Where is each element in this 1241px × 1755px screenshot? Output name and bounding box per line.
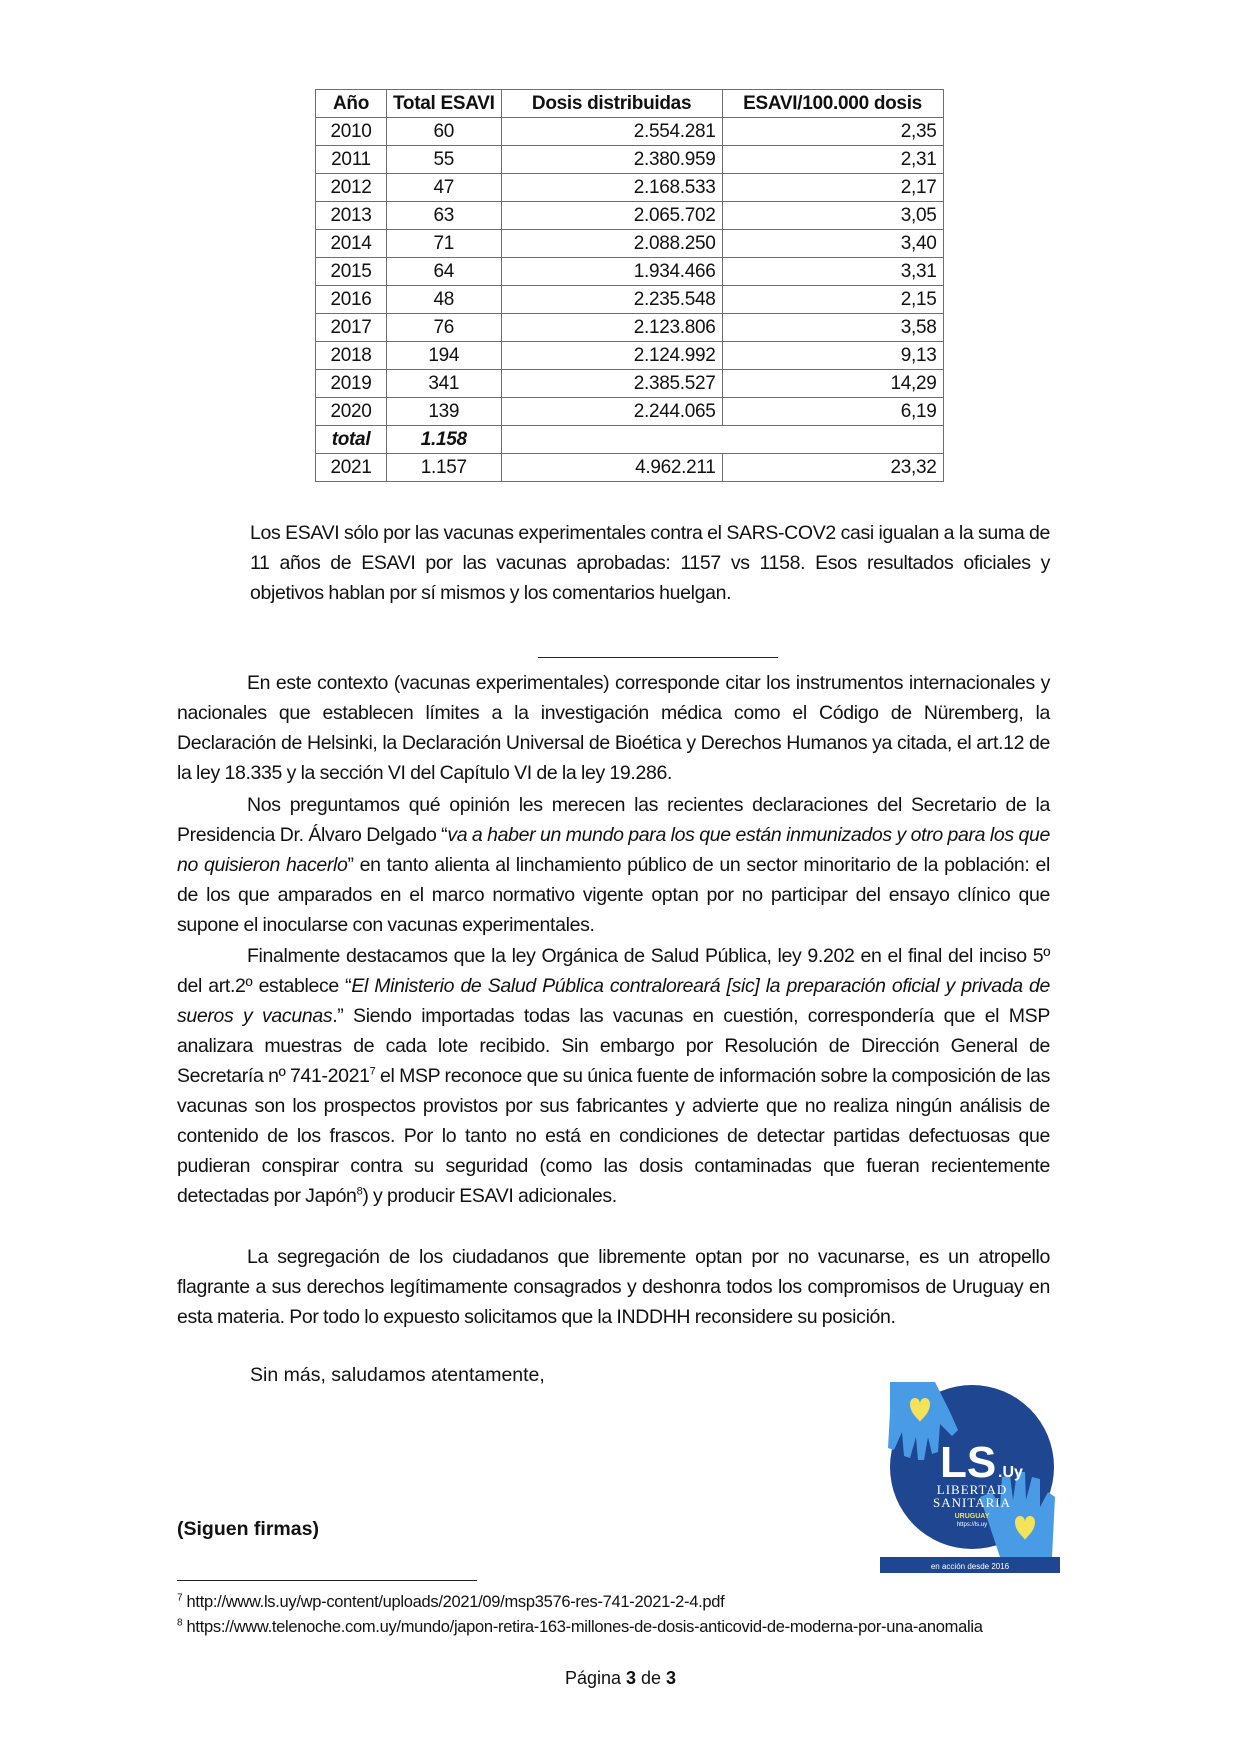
p4-text-a: Finalmente destacamos que la ley Orgánica de Salud Pública, ley 9.202 en el final del inciso 5º del art.2º establece “ xyxy=(177,945,1050,997)
p3-text-b: ” en tanto alienta al linchamiento público de un sector minoritario de la población: el de los que amparados en el marco normativo vigente optan por no participar del ensayo clínico que supone el inocularse con vacunas experimentales. xyxy=(177,854,1050,936)
cell-total: 139 xyxy=(387,398,502,426)
paragraph-instruments-text: En este contexto (vacunas experimentales) corresponde citar los instrumentos internacionales y nacionales que establecen límites a la investigación médica como el Código de Nüremberg, la Declaración de Helsinki, la Declaración Universal de Bioética y Derechos Humanos ya citada, el art.12 de la ley 18.335 y la sección VI del Capítulo VI de la ley 19.286. xyxy=(177,672,1050,784)
closing-salutation: Sin más, saludamos atentamente, xyxy=(250,1364,545,1386)
cell-total: 1.157 xyxy=(387,454,502,482)
table-row xyxy=(316,370,944,398)
cell-year: 2021 xyxy=(316,454,387,482)
cell-rate: 3,58 xyxy=(722,314,943,342)
cell-total: 194 xyxy=(387,342,502,370)
cell-dosis: 4.962.211 xyxy=(501,454,722,482)
cell-rate: 2,35 xyxy=(722,118,943,146)
p4-text-b: .” Siendo importadas todas las vacunas en cuestión, correspondería que el MSP analizara muestras de cada lote recibido. Sin embargo por Resolución de Dirección General de Secretaría nº 741-2021 xyxy=(177,1005,1050,1087)
header-dosis: Dosis distribuidas xyxy=(501,90,722,118)
cell-total: 47 xyxy=(387,174,502,202)
svg-text:LS: LS xyxy=(940,1438,997,1487)
cell-total-value: 1.158 xyxy=(387,426,502,454)
table-row xyxy=(316,398,944,426)
cell-rate: 23,32 xyxy=(722,454,943,482)
cell-year: 2012 xyxy=(316,174,387,202)
footnote-8 xyxy=(177,1615,1037,1640)
cell-year: 2018 xyxy=(316,342,387,370)
cell-dosis: 2.168.533 xyxy=(501,174,722,202)
table-row-2021 xyxy=(316,454,944,482)
cell-total: 341 xyxy=(387,370,502,398)
header-year: Año xyxy=(316,90,387,118)
cell-rate: 3,31 xyxy=(722,258,943,286)
footnote-ref-7[interactable]: 7 xyxy=(369,1065,376,1078)
svg-text:en acción desde 2016: en acción desde 2016 xyxy=(930,1562,1010,1571)
cell-year: 2013 xyxy=(316,202,387,230)
p4-quote: El Ministerio de Salud Pública contraloreará [sic] la preparación oficial y privada de sueros y vacunas xyxy=(177,975,1050,1027)
table-row xyxy=(316,174,944,202)
table-row xyxy=(316,230,944,258)
table-row xyxy=(316,118,944,146)
cell-total-label: total xyxy=(316,426,387,454)
ls-uy-logo xyxy=(880,1382,1060,1577)
cell-rate: 6,19 xyxy=(722,398,943,426)
cell-total: 76 xyxy=(387,314,502,342)
footnote-rule xyxy=(177,1580,477,1581)
header-total-esavi: Total ESAVI xyxy=(387,90,502,118)
cell-total: 63 xyxy=(387,202,502,230)
svg-text:URUGUAY: URUGUAY xyxy=(954,1513,990,1520)
footnotes xyxy=(177,1590,1037,1640)
paragraph-esavi-comparison: Los ESAVI sólo por las vacunas experimentales contra el SARS-COV2 casi igualan a la suma de 11 años de ESAVI por las vacunas aprobadas: 1157 vs 1158. Esos resultados oficiales y objetivos hablan por sí mismos y los comentarios huelgan. xyxy=(250,522,1050,604)
footnote-7-number: 7 xyxy=(177,1592,183,1604)
cell-year: 2015 xyxy=(316,258,387,286)
cell-dosis: 2.065.702 xyxy=(501,202,722,230)
paragraph-instruments xyxy=(177,668,1050,788)
cell-dosis: 2.124.992 xyxy=(501,342,722,370)
p4-text-c: el MSP reconoce que su única fuente de información sobre la composición de las vacunas son los prospectos provistos por sus fabricantes y advierte que no realiza ningún análisis de contenido de los frascos. Por lo tanto no está en condiciones de detectar partidas defectuosas que pudieran conspirar contra su seguridad (como las dosis contaminadas que fueran recientemente detectadas por Japón xyxy=(177,1065,1050,1207)
cell-rate: 3,05 xyxy=(722,202,943,230)
cell-dosis: 1.934.466 xyxy=(501,258,722,286)
esavi-table xyxy=(315,89,944,482)
p4-text-d: ) y producir ESAVI adicionales. xyxy=(362,1185,617,1207)
footnote-7-link[interactable]: http://www.ls.uy/wp-content/uploads/2021/09/msp3576-res-741-2021-2-4.pdf xyxy=(182,1593,725,1611)
libertad-sanitaria-logo-icon xyxy=(880,1382,1060,1577)
paragraph-ley-organica xyxy=(177,941,1050,1211)
table-header-row xyxy=(316,90,944,118)
cell-year: 2010 xyxy=(316,118,387,146)
p3-quote: va a haber un mundo para los que están inmunizados y otro para los que no quisieron hacerlo xyxy=(177,824,1050,876)
cell-rate: 14,29 xyxy=(722,370,943,398)
cell-year: 2020 xyxy=(316,398,387,426)
table-row xyxy=(316,202,944,230)
table-row xyxy=(316,286,944,314)
page-total: 3 xyxy=(666,1668,677,1688)
cell-total: 60 xyxy=(387,118,502,146)
footnote-ref-8[interactable]: 8 xyxy=(356,1185,363,1198)
cell-year: 2019 xyxy=(316,370,387,398)
page-label: Página xyxy=(564,1668,626,1688)
table-row xyxy=(316,258,944,286)
table-total-row xyxy=(316,426,944,454)
cell-rate: 9,13 xyxy=(722,342,943,370)
svg-text:SANITARIA: SANITARIA xyxy=(932,1495,1012,1510)
cell-year: 2017 xyxy=(316,314,387,342)
cell-dosis: 2.244.065 xyxy=(501,398,722,426)
cell-rate: 2,17 xyxy=(722,174,943,202)
page-of-label: de xyxy=(636,1668,667,1688)
paragraph-segregacion xyxy=(177,1242,1050,1332)
cell-total: 48 xyxy=(387,286,502,314)
cell-total: 71 xyxy=(387,230,502,258)
cell-total: 55 xyxy=(387,146,502,174)
cell-year: 2016 xyxy=(316,286,387,314)
page-current: 3 xyxy=(626,1668,637,1688)
cell-rate: 3,40 xyxy=(722,230,943,258)
svg-text:.Uy: .Uy xyxy=(998,1464,1023,1481)
footnote-7 xyxy=(177,1590,1037,1615)
cell-year: 2014 xyxy=(316,230,387,258)
cell-dosis: 2.385.527 xyxy=(501,370,722,398)
cell-dosis: 2.554.281 xyxy=(501,118,722,146)
cell-dosis: 2.088.250 xyxy=(501,230,722,258)
footnote-8-link[interactable]: https://www.telenoche.com.uy/mundo/japon-retira-163-millones-de-dosis-anticovid-de-moderna-por-una-anomalia xyxy=(182,1618,983,1636)
p5-text: La segregación de los ciudadanos que libremente optan por no vacunarse, es un atropello flagrante a sus derechos legítimamente consagrados y deshonra todos los compromisos de Uruguay en esta materia. Por todo lo expuesto solicitamos que la INDDHH reconsidere su posición. xyxy=(177,1246,1050,1328)
header-rate: ESAVI/100.000 dosis xyxy=(722,90,943,118)
svg-text:https://ls.uy: https://ls.uy xyxy=(956,1522,988,1528)
signatures-note: (Siguen firmas) xyxy=(177,1518,319,1540)
cell-dosis: 2.380.959 xyxy=(501,146,722,174)
section-separator xyxy=(538,657,778,658)
table-row xyxy=(316,146,944,174)
cell-dosis: 2.123.806 xyxy=(501,314,722,342)
cell-merged-empty xyxy=(501,426,943,454)
table-row xyxy=(316,342,944,370)
table-row xyxy=(316,314,944,342)
page-footer xyxy=(0,1668,1241,1689)
svg-text:LIBERTAD: LIBERTAD xyxy=(936,1482,1008,1497)
p3-text-a: Nos preguntamos qué opinión les merecen las recientes declaraciones del Secretario de la Presidencia Dr. Álvaro Delgado “ xyxy=(177,794,1050,846)
cell-rate: 2,15 xyxy=(722,286,943,314)
cell-dosis: 2.235.548 xyxy=(501,286,722,314)
cell-rate: 2,31 xyxy=(722,146,943,174)
footnote-8-number: 8 xyxy=(177,1617,183,1629)
cell-total: 64 xyxy=(387,258,502,286)
paragraph-declarations xyxy=(177,790,1050,940)
cell-year: 2011 xyxy=(316,146,387,174)
